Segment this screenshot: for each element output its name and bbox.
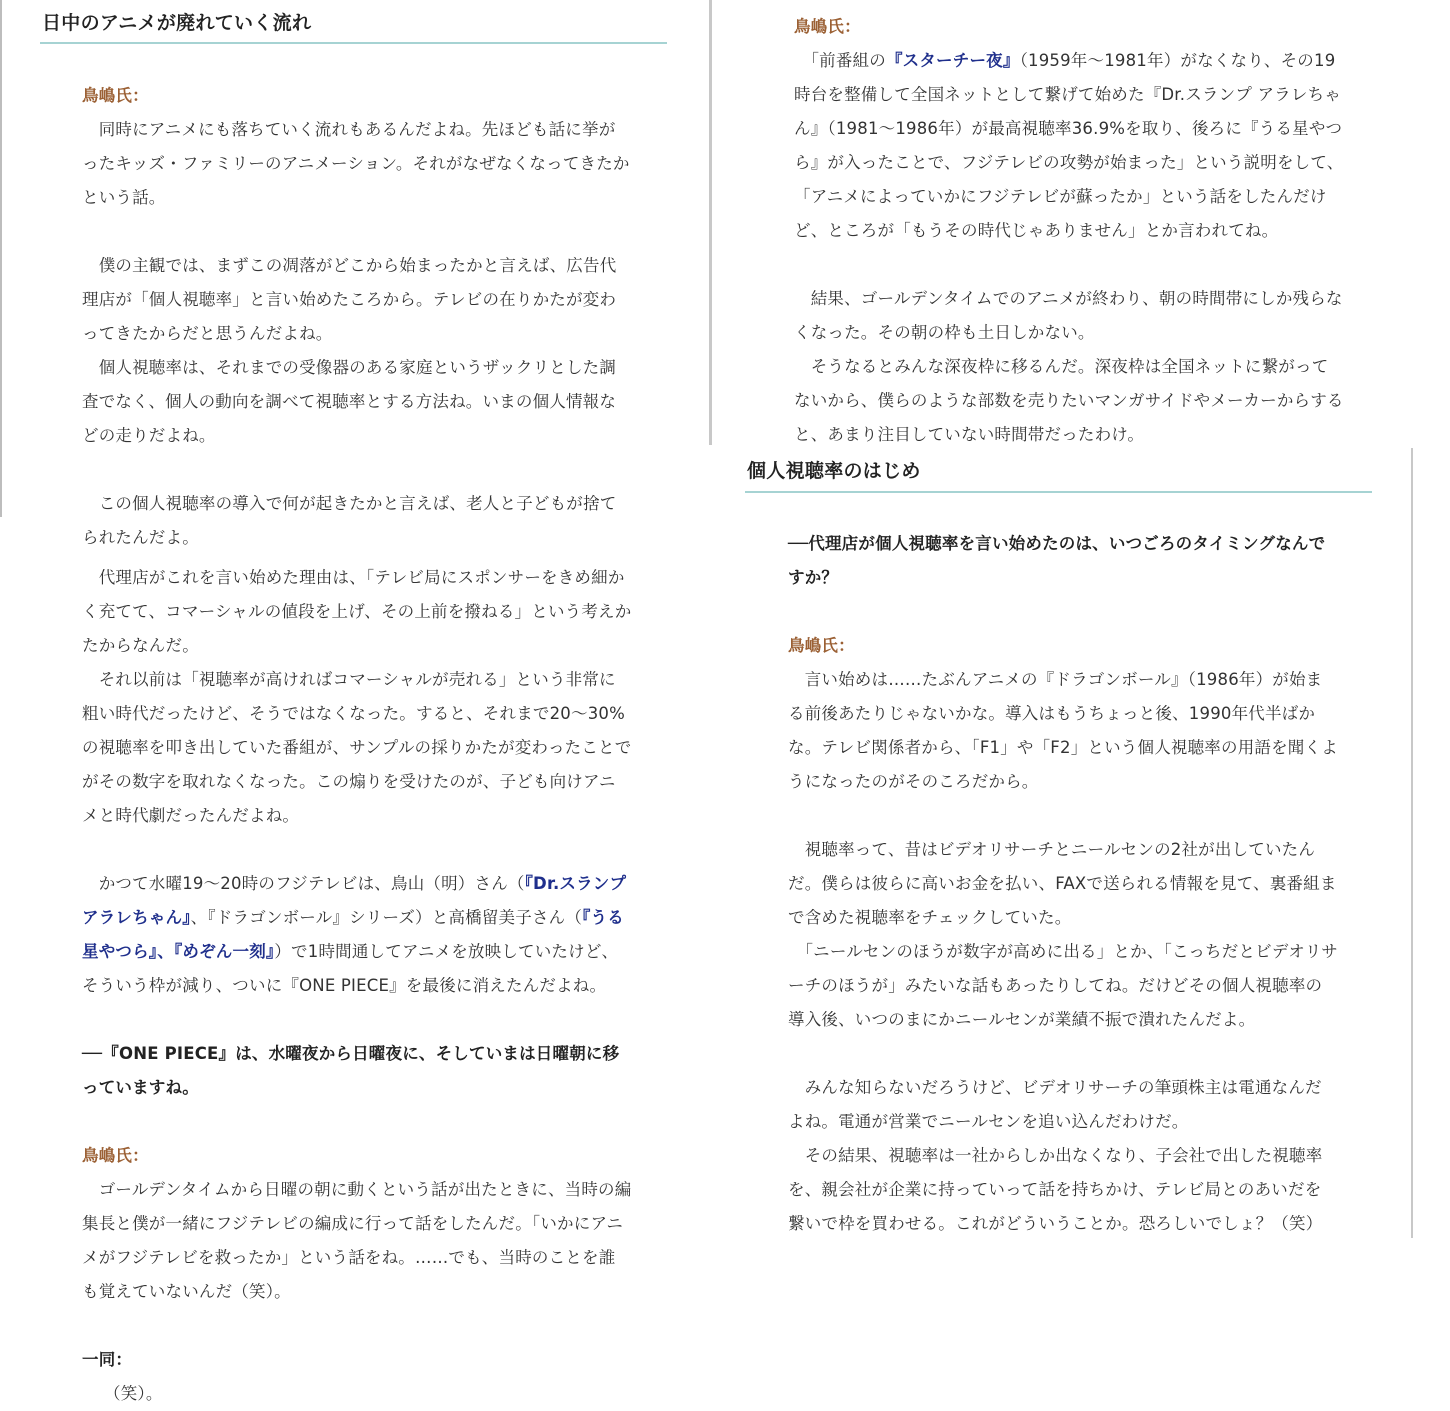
text-span: ）で1時間通してアニメを放映していたけど、そういう枠が減り、ついに『ONE PIECE』を最後に消えたんだよね。: [82, 942, 619, 995]
text-span: （1959年〜1981年）がなくなり、その19時台を整備して全国ネットとして繋げて始めた『Dr.スランプ アラレちゃん』（1981〜1986年）が最高視聴率36.9%を取り、後ろに『うる星やつら』が入ったことで、フジテレビの攻勢が始まった」という説明をして、「アニメによっていかにフジテレビが蘇ったか」という話をしたんだけど、ところが「もうその時代じゃありません」とか言われてね。: [794, 51, 1344, 240]
paragraph: [82, 867, 632, 1003]
paragraph: 同時にアニメにも落ちていく流れもあるんだよね。先ほども話に挙がったキッズ・ファミリーのアニメーション。それがなぜなくなってきたかという話。: [82, 120, 630, 207]
paragraph: ゴールデンタイムから日曜の朝に動くという話が出たときに、当時の編集長と僕が一緒にフジテレビの編成に行って話をしたんだ。「いかにアニメがフジテレビを救ったか」という話をね。……でも、当時のことを誰も覚えていないんだ（笑）。: [82, 1180, 632, 1301]
section-heading-daytime-anime: 日中のアニメが廃れていく流れ: [42, 12, 312, 34]
text-span: 、『ドラゴンボール』シリーズ）と高橋留美子さん（: [190, 908, 583, 927]
paragraph: 結果、ゴールデンタイムでのアニメが終わり、朝の時間帯にしか残らなくなった。その朝の枠も土日しかない。: [794, 289, 1343, 342]
speaker-label: 鳥嶋氏：: [82, 86, 149, 105]
title-link-star-chiyo[interactable]: 『スターチー夜』: [885, 51, 1020, 70]
paragraph: みんな知らないだろうけど、ビデオリサーチの筆頭株主は電通なんだよね。電通が営業でニールセンを追い込んだわけだ。: [788, 1078, 1322, 1131]
right-edge-line: [1411, 448, 1413, 1238]
center-divider-line: [709, 0, 712, 445]
text-span: かつて水曜19〜20時のフジテレビは、鳥山（明）さん（: [82, 874, 525, 893]
section-heading-individual-rating: 個人視聴率のはじめ: [747, 460, 921, 482]
paragraph: 視聴率って、昔はビデオリサーチとニールセンの2社が出していたんだ。僕らは彼らに高いお金を払い、FAXで送られる情報を見て、裏番組まで含めた視聴率をチェックしていた。: [788, 840, 1337, 927]
interviewer-question: ──代理店が個人視聴率を言い始めたのは、いつごろのタイミングなんですか？: [788, 534, 1326, 587]
speaker-label: 鳥嶋氏：: [788, 636, 855, 655]
paragraph: この個人視聴率の導入で何が起きたかと言えば、老人と子どもが捨てられたんだよ。: [82, 494, 617, 547]
speaker-label: 鳥嶋氏：: [82, 1146, 149, 1165]
all-response: （笑）。: [104, 1384, 163, 1403]
title-link-urusei-maison[interactable]: 『うる星やつら』、『めぞん一刻』: [82, 908, 624, 961]
all-label: 一同：: [82, 1350, 133, 1369]
paragraph: 言い始めは……たぶんアニメの『ドラゴンボール』（1986年）が始まる前後あたりじゃないかな。導入はもうちょっと後、1990年代半ばかな。テレビ関係者から、「F1」や「F2」という個人視聴率の用語を聞くようになったのがそのころだから。: [788, 670, 1338, 791]
paragraph: それ以前は「視聴率が高ければコマーシャルが売れる」という非常に粗い時代だったけど、そうではなくなった。すると、それまで20〜30%の視聴率を叩き出していた番組が、サンプルの採りかたが変わったことでがその数字を取れなくなった。この煽りを受けたのが、子ども向けアニメと時代劇だったんだよね。: [82, 670, 632, 825]
paragraph: その結果、視聴率は一社からしか出なくなり、子会社で出した視聴率を、親会社が企業に持っていって話を持ちかけ、テレビ局とのあいだを繋いで枠を買わせる。これがどういうことか。恐ろしいでしょ？（笑）: [788, 1146, 1323, 1233]
left-edge-line: [0, 0, 2, 517]
left-article-body: [82, 79, 632, 1411]
paragraph: 僕の主観では、まずこの凋落がどこから始まったかと言えば、広告代理店が「個人視聴率」と言い始めたころから。テレビの在りかたが変わってきたからだと思うんだよね。: [82, 256, 617, 343]
paragraph: 「ニールセンのほうが数字が高めに出る」とか、「こっちだとビデオリサーチのほうが」みたいな話もあったりしてね。だけどその個人視聴率の導入後、いつのまにかニールセンが業績不振で潰れたんだよ。: [788, 942, 1338, 1029]
title-link-arale[interactable]: 『Dr.スランプ アラレちゃん』: [82, 874, 627, 927]
section-heading-underline: [745, 491, 1372, 493]
paragraph: そうなるとみんな深夜枠に移るんだ。深夜枠は全国ネットに繋がってないから、僕らのような部数を売りたいマンガサイドやメーカーからすると、あまり注目していない時間帯だったわけ。: [794, 357, 1344, 444]
right-top-article-body: [794, 10, 1344, 452]
right-bottom-article-body: [788, 527, 1338, 1241]
paragraph: 個人視聴率は、それまでの受像器のある家庭というザックリとした調査でなく、個人の動向を調べて視聴率とする方法ね。いまの個人情報などの走りだよね。: [82, 358, 617, 445]
text-span: 「前番組の: [794, 51, 886, 70]
speaker-label: 鳥嶋氏：: [794, 17, 861, 36]
paragraph: [794, 44, 1344, 248]
section-heading-underline: [40, 42, 667, 44]
interviewer-question: ──『ONE PIECE』は、水曜夜から日曜夜に、そしていまは日曜朝に移っていますね。: [82, 1044, 620, 1097]
paragraph: 代理店がこれを言い始めた理由は、「テレビ局にスポンサーをきめ細かく充てて、コマーシャルの値段を上げ、その上前を撥ねる」という考えかたからなんだ。: [82, 568, 632, 655]
